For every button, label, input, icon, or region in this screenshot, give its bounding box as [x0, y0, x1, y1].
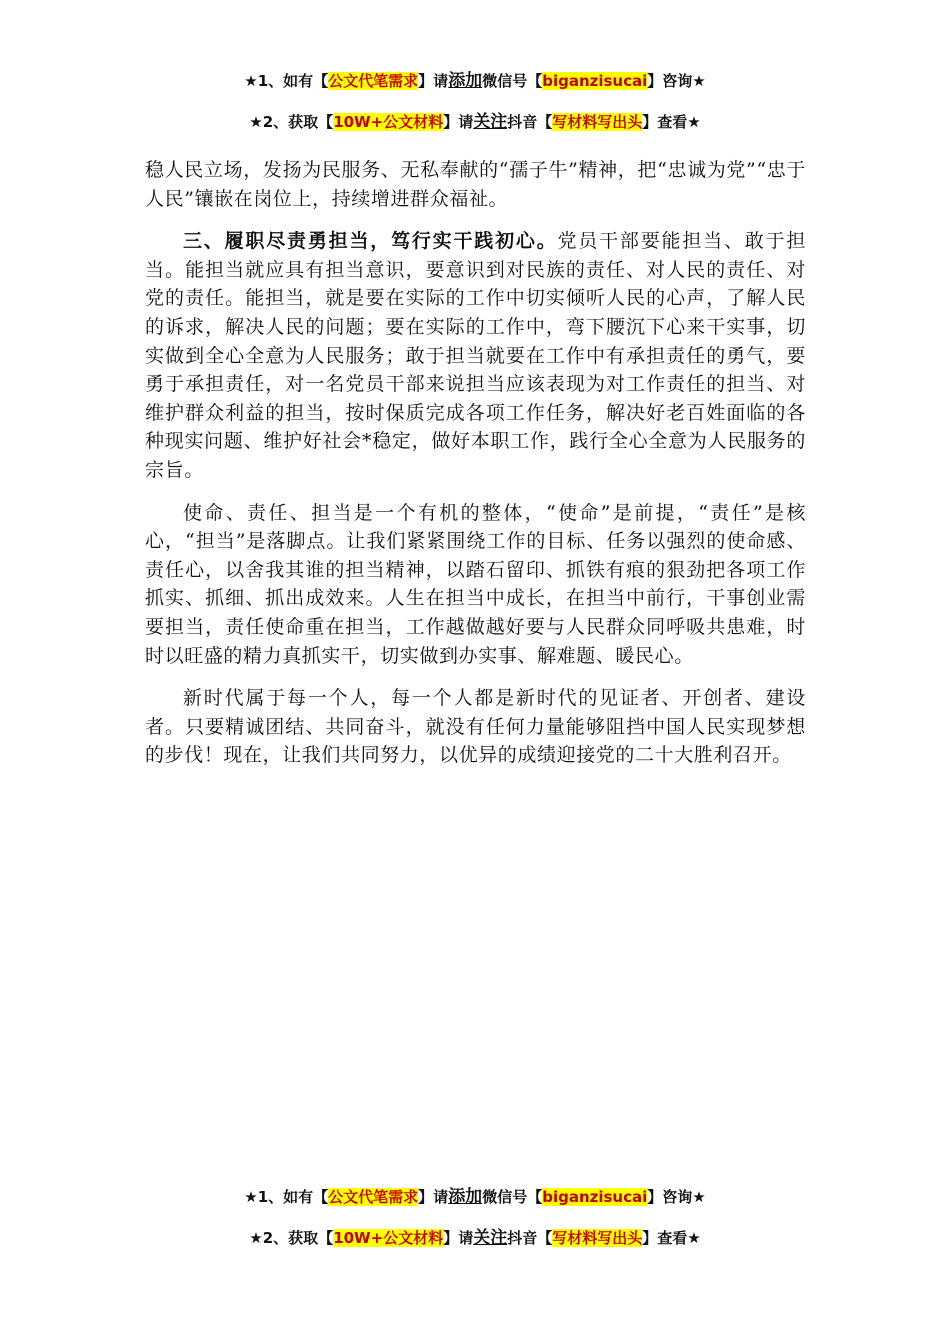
banner-text: ★1、如有【	[244, 72, 329, 90]
paragraph-continuation: 稳人民立场，发扬为民服务、无私奉献的“孺子牛”精神，把“忠诚为党”“忠于人民”镶嵌在岗位上，持续增进群众福祉。	[145, 159, 806, 210]
banner-text: 】咨询★	[647, 1188, 706, 1206]
banner-text: 】请	[443, 113, 474, 131]
banner-highlight: biganzisucai	[542, 72, 648, 90]
banner-text: 抖音【	[507, 1229, 553, 1247]
paragraph-mission: 使命、责任、担当是一个有机的整体，“使命”是前提，“责任”是核心，“担当”是落脚点。让我们紧紧围绕工作的目标、任务以强烈的使命感、责任心，以舍我其谁的担当精神，以踏石留印、抓铁有痕的狠劲把各项工作抓实、抓细、抓出成效来。人生在担当中成长，在担当中前行，干事创业需要担当，责任使命重在担当，工作越做越好要与人民群众同呼吸共患难，时时以旺盛的精力真抓实干，切实做到办实事、解难题、暖民心。	[145, 501, 806, 667]
banner-text: 】咨询★	[647, 72, 706, 90]
banner-underlined: 关注	[473, 112, 508, 132]
banner-text: ★2、获取【	[249, 113, 334, 131]
footer-banner	[0, 1186, 950, 1249]
banner-highlight: 写材料写出头	[552, 113, 643, 131]
document-body	[145, 156, 806, 784]
paragraph-new-era: 新时代属于每一个人，每一个人都是新时代的见证者、开创者、建设者。只要精诚团结、共同奋斗，就没有任何力量能够阻挡中国人民实现梦想的步伐！现在，让我们共同努力，以优异的成绩迎接党的二十大胜利召开。	[145, 687, 806, 767]
banner-text: ★2、获取【	[249, 1229, 334, 1247]
banner-text: 】请	[418, 1188, 449, 1206]
banner-text: 微信号【	[482, 72, 543, 90]
banner-highlight: 公文代笔需求	[328, 1188, 419, 1206]
banner-text: 】查看★	[642, 1229, 701, 1247]
banner-highlight: 写材料写出头	[552, 1229, 643, 1247]
banner-text: ★1、如有【	[244, 1188, 329, 1206]
section-heading: 三、履职尽责勇担当，笃行实干践初心。	[183, 230, 558, 253]
banner-text: 】查看★	[642, 113, 701, 131]
banner-underlined: 关注	[473, 1228, 508, 1248]
banner-highlight: 公文代笔需求	[328, 72, 419, 90]
banner-highlight: biganzisucai	[542, 1188, 648, 1206]
header-banner	[0, 70, 950, 133]
paragraph-section-three	[145, 227, 806, 484]
banner-line-2	[0, 1227, 950, 1249]
banner-text: 抖音【	[507, 113, 553, 131]
banner-text: 】请	[418, 72, 449, 90]
banner-text: 】请	[443, 1229, 474, 1247]
banner-underlined: 添加	[448, 71, 483, 91]
paragraph-text: 党员干部要能担当、敢于担当。能担当就应具有担当意识，要意识到对民族的责任、对人民的责任、对党的责任。能担当，就是要在实际的工作中切实倾听人民的心声，了解人民的诉求，解决人民的问题；要在实际的工作中，弯下腰沉下心来干实事，切实做到全心全意为人民服务；敢于担当就要在工作中有承担责任的勇气，要勇于承担责任，对一名党员干部来说担当应该表现为对工作责任的担当、对维护群众利益的担当，按时保质完成各项工作任务，解决好老百姓面临的各种现实问题、维护好社会*稳定，做好本职工作，践行全心全意为人民服务的宗旨。	[145, 230, 806, 481]
banner-highlight: 10W+公文材料	[333, 113, 444, 131]
banner-underlined: 添加	[448, 1187, 483, 1207]
banner-line-2	[0, 111, 950, 133]
banner-text: 微信号【	[482, 1188, 543, 1206]
banner-highlight: 10W+公文材料	[333, 1229, 444, 1247]
banner-line-1	[0, 1186, 950, 1208]
banner-line-1	[0, 70, 950, 92]
